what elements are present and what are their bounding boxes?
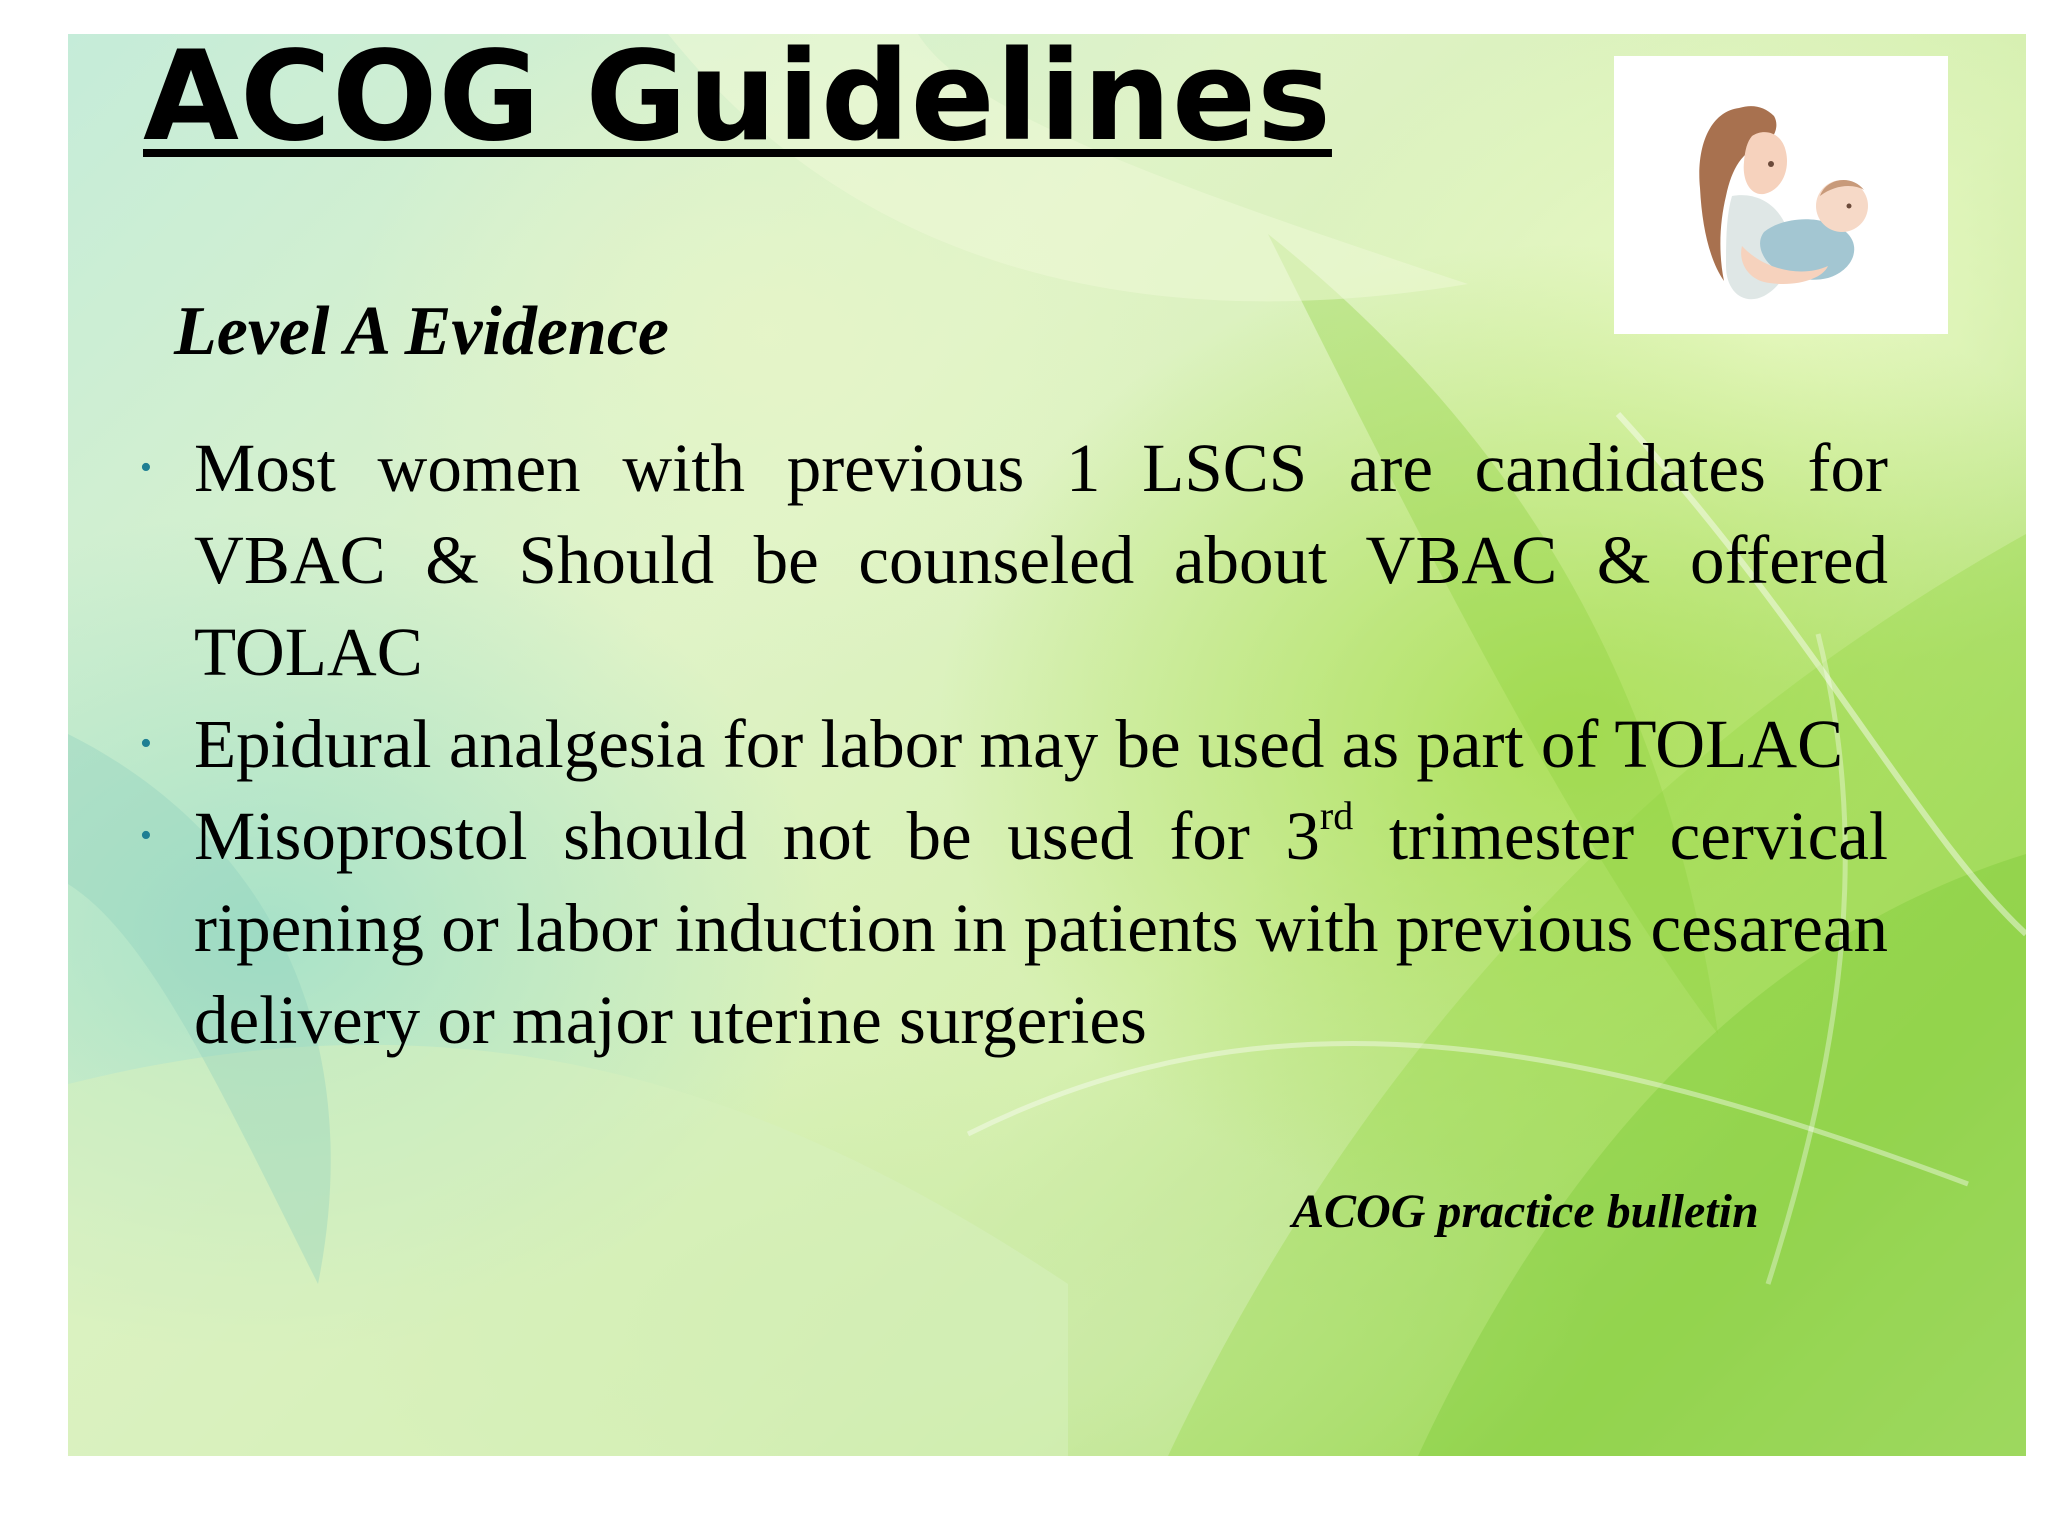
mother-holding-baby-icon	[1614, 56, 1948, 334]
bullet-dot-icon: •	[140, 449, 152, 486]
evidence-level-subtitle: Level A Evidence	[174, 293, 669, 370]
ordinal-superscript: rd	[1319, 793, 1354, 838]
bullet-text-part: Misoprostol should not be used for 3	[194, 798, 1320, 874]
mother-baby-image	[1614, 56, 1948, 334]
slide	[68, 34, 2026, 1456]
bullet-text	[194, 793, 1888, 1058]
bullet-text: Epidural analgesia for labor may be used as part of TOLAC	[194, 706, 1844, 782]
bullet-text: Most women with previous 1 LSCS are candidates for VBAC & Should be counseled about VBAC & offered TOLAC	[194, 430, 1888, 690]
guideline-bullet-list	[68, 422, 1888, 1066]
slide-title: ACOG Guidelines	[143, 34, 1332, 169]
bullet-text-part: trimester cervical ripening or labor induction in patients with previous cesarean delivery or major uterine surgeries	[194, 798, 1888, 1058]
bullet-dot-icon: •	[140, 725, 152, 762]
bullet-item	[68, 698, 1888, 790]
bullet-item	[68, 790, 1888, 1066]
source-citation: ACOG practice bulletin	[1292, 1185, 1759, 1238]
bullet-dot-icon: •	[140, 817, 152, 854]
bullet-item	[68, 422, 1888, 698]
